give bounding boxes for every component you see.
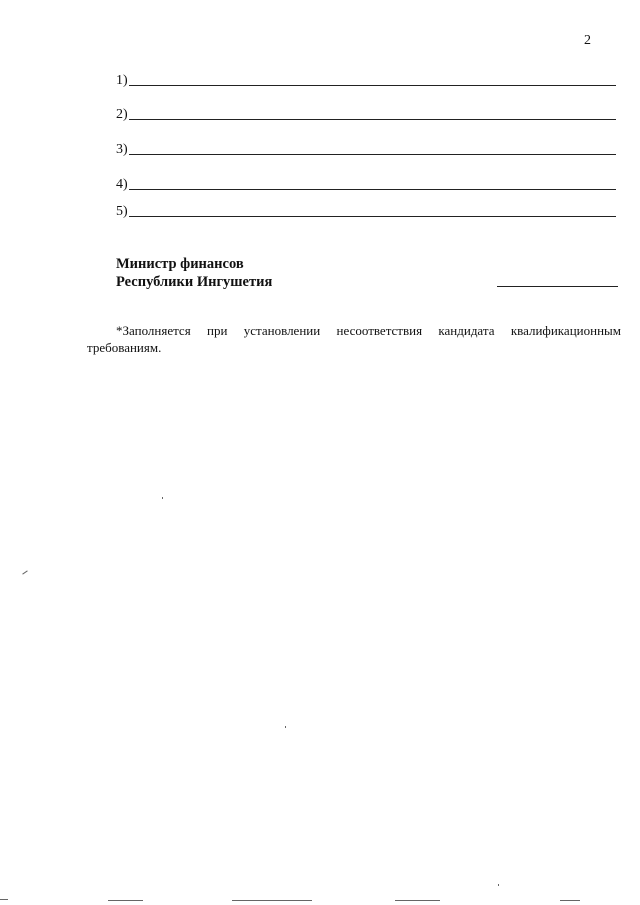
list-item	[116, 174, 616, 192]
list-item	[116, 139, 616, 157]
list-item	[116, 70, 616, 88]
scan-speck	[232, 900, 312, 901]
page-number: 2	[584, 33, 591, 48]
scan-speck	[22, 570, 27, 574]
blank-line	[129, 216, 616, 217]
list-item-number: 2)	[116, 107, 128, 122]
scan-speck	[498, 884, 499, 886]
scan-speck	[285, 726, 286, 728]
list-item-number: 1)	[116, 73, 128, 88]
footnote	[87, 322, 621, 356]
scan-speck	[108, 900, 143, 901]
signature-line	[497, 286, 618, 287]
list-item-number: 4)	[116, 177, 128, 192]
list-item-number: 3)	[116, 142, 128, 157]
scan-speck	[560, 900, 580, 901]
blank-line	[129, 189, 616, 190]
signatory-region: Республики Ингушетия	[116, 274, 273, 290]
signature-block	[116, 255, 272, 291]
blank-line	[129, 119, 616, 120]
scan-speck	[162, 497, 163, 499]
list-item	[116, 104, 616, 122]
blank-line	[129, 85, 616, 86]
signatory-title: Министр финансов	[116, 256, 244, 272]
footnote-line: *Заполняется при установлении несоответствия кандидата квалификационным	[116, 323, 621, 338]
blank-line	[129, 154, 616, 155]
scan-speck	[0, 899, 8, 900]
scan-speck	[395, 900, 440, 901]
list-item	[116, 201, 616, 219]
footnote-line: требованиям.	[87, 340, 162, 355]
list-item-number: 5)	[116, 204, 128, 219]
